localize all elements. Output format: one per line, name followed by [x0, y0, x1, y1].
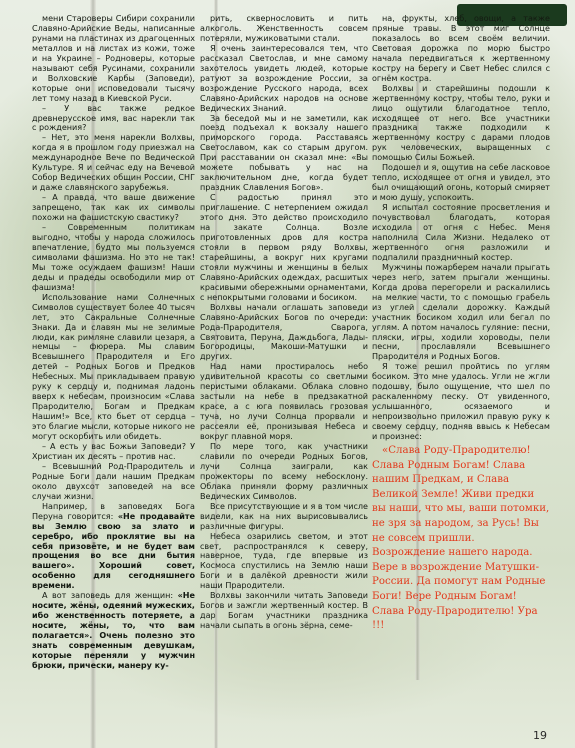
paragraph: [200, 44, 368, 114]
paragraph: [200, 303, 368, 363]
paragraph: [32, 223, 195, 293]
paragraph: [32, 133, 195, 193]
paragraph: [372, 14, 550, 84]
paragraph-text: Я очень заинтересовался тем, что рассказал Светослав, и мне самому захотелось увидеть людей, которые ратуют за возрождение России, за возрождение Русского народа, всех Славяно-Арийских народов на основе Ведических Знаний.: [200, 43, 368, 113]
paragraph: [200, 193, 368, 302]
paragraph-text: Я тоже решил пройтись по углям босиком. Это мне удалось. Угли не жгли подошву, было ощущение, что шел по раскаленному песку. От увиденного, услышанного, осязаемого и непроизвольно приложил правую руку к своему сердцу, подняв ввысь к Небесам и произнес:: [372, 362, 550, 442]
bold-quote: «Не продавайте вы Землю свою за злато и серебро, ибо проклятие вы на себя призовёте, и не будет вам прощения во все дни бытия вашего». Хороший совет, особенно для сегодняшнего времени.: [32, 511, 195, 591]
paragraph-text: рить, сквернословить и пить алкоголь. Женственность совсем потеряли, мужиковатыми стали.: [200, 14, 368, 43]
paragraph-text: – А есть у вас Божьи Заповеди? У Христиан их десять – против нас.: [32, 441, 195, 461]
paragraph: [32, 502, 195, 592]
paragraph: [200, 591, 368, 631]
bold-quote: «Не носите, жёны, одеяний мужеских, ибо женственность потеряете, а носите, жёны, то, что вам полагается». Очень полезно это знать современным девушкам, которые переняли у мужчин брюки, прически, манеру ку-: [32, 591, 195, 670]
paragraph: [372, 163, 550, 203]
paragraph-text: За беседой мы и не заметили, как поезд подъехал к вокзалу нашего приморского города. Расставаясь Светославом, как со старым другом. При расставании он сказал мне: «Вы можете побывать у нас на заключительном дне, когда будет праздник Славления Богов».: [200, 113, 368, 193]
text-column-1: [32, 14, 195, 671]
paragraph: [200, 362, 368, 442]
paragraph: [32, 591, 195, 671]
paragraph: [200, 502, 368, 532]
paragraph-text: – Нет, это меня нарекли Волхвы, когда я в прошлом году приезжал на международное Вече по Ведической Культуре. Я и сейчас еду на Вечевой Собор Ведических общин России, СНГ и даже славянского зарубежья.: [32, 133, 195, 193]
paragraph: [200, 442, 368, 502]
paragraph: [200, 114, 368, 194]
paragraph: [32, 462, 195, 502]
text-column-2: [200, 14, 368, 631]
paragraph: [372, 263, 550, 363]
paragraph-text: – Всевышний Род-Прародитель и Родные Боги дали нашим Предкам около двухсот заповедей на все случаи жизни.: [32, 461, 195, 501]
paragraph-text: Например, в заповедях Бога Перуна говорится:: [32, 501, 195, 521]
page-number: 19: [533, 729, 547, 742]
paragraph: [32, 14, 195, 104]
paragraph-text: Все присутствующие и я в том числе видели, как на них вырисовывались различные фигуры.: [200, 501, 368, 531]
paragraph-text: По мере того, как участники славили по очереди Родных Богов, лучи Солнца заиграли, как прожекторы по всему небосклону. Облака приняли форму различных Ведических Символов.: [200, 441, 368, 501]
paragraph-text: Мужчины пожарберем начали прыгать через него, затем прыгали женщины. Когда дрова перегорели и раскалились на мелкие части, то с помощью грабель из углей сделали дорожку. Каждый участник босиком ходил или бегал по углям. А потом началось гуляние: песни, пляски, игры, ходили хороводы, пели песни, прославляли Всевышнего Прародителя и Родных Богов.: [372, 262, 550, 362]
paragraph-text: Подошел и я, ощутив на себе ласковое тепло, исходящее от огня и увидел, это был очищающий огонь, который смиряет и мою душу, успокоить.: [372, 163, 550, 203]
paragraph-text: – Современным политикам выгодно, чтобы у народа сложилось впечатление, будто мы пользуемся символами фашизма. Но это не так! Мы тоже осуждаем фашизм! Наши деды и прадеды освободили мир от фашизма!: [32, 223, 195, 292]
paragraph-text: – А правда, что ваше движение запрещено, так как их символы похожи на фашистскую свастику?: [32, 193, 195, 223]
paragraph-text: С радостью принял это приглашение. С нетерпением ожидал этого дня. Это действо происходило на закате Солнца. Возле приготовленных дров для костра стояли в первом ряду Волхвы, старейшины, а вокруг них кругами стояли мужчины и женщины в белых Славяно-Арийских одеждах, расшитых красивыми обережными орнаментами, с непокрытыми головами и босиком.: [200, 193, 368, 302]
paragraph: [372, 362, 550, 442]
paragraph: [32, 193, 195, 223]
paragraph-text: Над нами простиралось небо удивительной красоты со светлыми перистыми облаками. Облака словно застыли на небе в предзакатной красе, а с юга появилась грозовая туча, но лучи Солнца прорвали и рассеяли её, пронизывая Небеса и вокруг плавной моря.: [200, 362, 368, 442]
paragraph-text: Я испытал состояние просветления и почувствовал благодать, которая исходила от огня с Небес. Меня наполнила Сила Жизни. Недалеко от жертвенного огня разложили и подпалили праздничный костер.: [372, 203, 550, 262]
paragraph: [32, 442, 195, 462]
paragraph-text: – У вас также редкое древнерусское имя, вас нарекли так с рождения?: [32, 103, 195, 133]
paragraph-text: А вот заповедь для женщин:: [42, 591, 178, 601]
paragraph-text: Волхвы и старейшины подошли к жертвенному костру, чтобы тело, руки и лицо ощутили благодатное тепло, исходящее от него. Все участники праздника также подходили к жертвенному костру с дарами плодов рук человеческих, выращенных с помощью Силы Божьей.: [372, 83, 550, 163]
paragraph-text: мени Староверы Сибири сохранили Славяно-Арийские Веды, написанные рунами на пластинах из драгоценных металлов и на листах из кожи, тоже и на Украине – Родноверы, которые называют себя Русинами, сохранили и Волховские Карбы (Заповеди), которые они исповедовали тысячу лет тому назад в Киевской Руси.: [32, 14, 195, 103]
paragraph: [372, 84, 550, 164]
paragraph-text: Использование нами Солнечных Символов существует более 40 тысяч лет, это Сакральные Солнечные Знаки. Да и славян мы не зелимые люди, как римляне славили цезаря, а немцы – фюрера. Мы славим Всевышнего Прародителя и Его детей – Родных Богов и Предков Небесных. Мы прикладываем правую руку к сердцу и, поднимая ладонь вверх к небесам, произносим «Слава Прародителю, Богам и Предкам Нашим!» Все, кто бьет от сердца – это благие мысли, которые никого не могут оскорбить или обидеть.: [32, 292, 195, 442]
paragraph-text: Волхвы закончили читать Заповеди Богов и зажгли жертвенный костер. В дар Богам участники праздника начали сыпать в огонь зёрна, семе-: [200, 591, 368, 631]
paragraph: [200, 14, 368, 44]
paragraph-text: Волхвы начали оглашать заповеди Славяно-Арийских Богов по очереди: Рода-Прародителя, Сварога, Святовита, Перуна, Даждьбога, Лады-Богородицы, Макоши-Матушки и других.: [200, 302, 368, 362]
text-column-3: [372, 14, 550, 634]
paragraph: [372, 203, 550, 263]
closing-exclamation: «Слава Роду-Прародителю! Слава Родным Богам! Слава нашим Предкам, и Слава Великой Земле! Живи предки вы наши, что мы, ваши потомки, не зря за народом, за Русь! Вы не совсем пришли. Возрождение нашего народа. Вере в возрождение Матушки-России. Да помогут нам Родные Боги! Вере Родным Богам! Слава Роду-Прародителю! Ура !!!: [372, 444, 550, 632]
paragraph: [32, 293, 195, 442]
paragraph-text: Небеса озарились светом, и этот свет, распространялся к северу, наверное, туда, где впервые из Космоса спустились на Землю наши Боги и в далёкой древности жили наши Прародители.: [200, 531, 368, 591]
paragraph: [32, 104, 195, 134]
paragraph: [200, 532, 368, 592]
paragraph-text: на, фрукты, хлеб, овощи, а также пряные травы. В этот миг Солнце показалось во всем своём величии. Световая дорожка по морю быстро начала передвигаться к жертвенному костру на берегу и Свет Небес слился с огнём костра.: [372, 14, 550, 83]
